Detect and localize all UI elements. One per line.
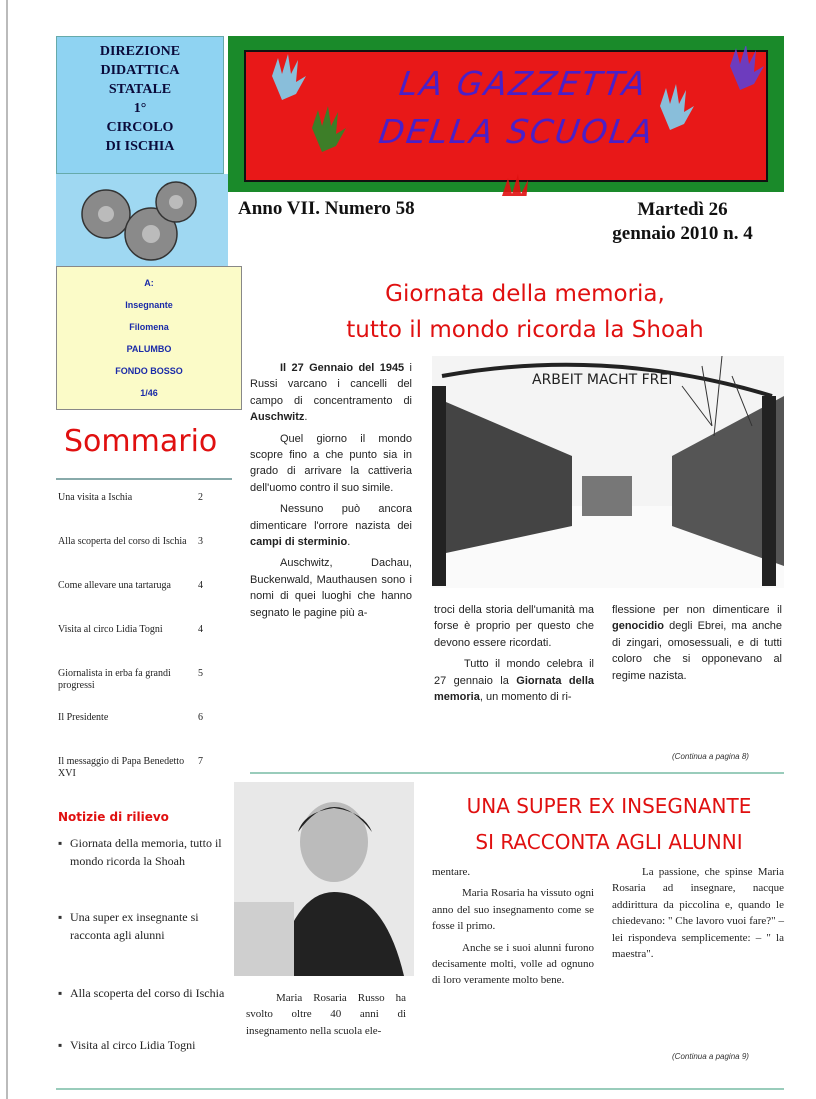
article-column (612, 864, 784, 967)
address-line: 1/46 (140, 388, 158, 398)
list-item: ▪ Alla scoperta del corso di Ischia (58, 984, 226, 1002)
bold-text: genocidio (612, 620, 664, 633)
auschwitz-gate-photo (432, 356, 784, 588)
teacher-portrait-photo (234, 782, 414, 976)
continued-link[interactable]: (Continua a pagina 9) (672, 1052, 749, 1061)
article-column (250, 360, 412, 626)
toc-title: Alla scoperta del corso di Ischia (58, 536, 187, 547)
issue-number: Anno VII. Numero 58 (238, 198, 415, 219)
toc-page: 7 (198, 756, 203, 767)
paragraph: Auschwitz, Dachau, Buckenwald, Mauthausen sono i nomi di quei luoghi che hanno segnato le pagine più a- (250, 557, 412, 619)
issue-date: Martedì 26 gennaio 2010 n. 4 (612, 199, 753, 244)
bold-text: Il 27 Gennaio del 1945 (280, 362, 405, 374)
gate-sign: ARBEIT MACHT FREI (532, 372, 673, 388)
title-line-2: DELLA SCUOLA (376, 112, 658, 151)
bold-text: Giornata della memoria (434, 674, 594, 704)
divider (56, 478, 232, 480)
paragraph: Maria Rosaria Russo ha svolto oltre 40 anni di insegnamento nella scuola ele- (246, 992, 406, 1037)
article-column (246, 990, 406, 1044)
text: . (347, 536, 351, 549)
toc-page: 3 (198, 536, 203, 547)
toc-title: Giornalista in erba fa grandi progressi (58, 668, 171, 691)
divider (250, 772, 784, 774)
address-lines (56, 272, 242, 404)
text: Nessuno può ancora dimenticare l'orrore nazista dei (250, 503, 412, 532)
toc-title: Una visita a Ischia (58, 492, 133, 503)
address-line: PALUMBO (126, 344, 172, 354)
article-headline: UNA SUPER EX INSEGNANTE SI RACCONTA AGLI ALUNNI (466, 794, 752, 854)
article-column (434, 602, 594, 710)
address-line: Filomena (129, 322, 169, 332)
notizie-title: Notizie di rilievo (58, 810, 169, 824)
list-item: ▪ Visita al circo Lidia Togni (58, 1036, 226, 1054)
divider (56, 1088, 784, 1090)
toc-page: 5 (198, 668, 203, 679)
page-edge (0, 0, 8, 1099)
article-headline: Giornata della memoria, tutto il mondo ricorda la Shoah (346, 281, 704, 343)
text: degli Ebrei, ma anche di zingari, omosessuali, e di tutti coloro che si opponevano al regime nazista. (612, 620, 782, 682)
sommario-title: Sommario (64, 424, 218, 459)
address-line: A: (144, 278, 154, 288)
paragraph: mentare. (432, 866, 471, 878)
address-line: FONDO BOSSO (115, 366, 183, 376)
toc-page: 4 (198, 624, 203, 635)
paragraph: troci della storia dell'umanità ma forse è proprio per questo che devono essere ricordati. (434, 604, 594, 649)
school-name: DIREZIONE DIDATTICA STATALE 1° CIRCOLO DI ISCHIA (99, 44, 181, 154)
list-item: ▪ Una super ex insegnante si racconta agli alunni (58, 908, 226, 944)
paragraph: Anche se i suoi alunni furono decisamente molti, volle ad ognuno di loro veramente molto bene. (432, 941, 594, 987)
toc-title: Il Presidente (58, 712, 109, 723)
address-line: Insegnante (125, 300, 173, 310)
paragraph: Quel giorno il mondo scopre fino a che punto sia in grado di arrivare la cattiveria dell'uomo contro il suo simile. (250, 432, 412, 494)
text: , un momento di ri- (479, 691, 572, 704)
gears-logo (56, 174, 228, 266)
text: . (304, 411, 308, 424)
newspaper-title (313, 60, 726, 156)
text: Tutto il mondo celebra il 27 gennaio la (434, 658, 594, 687)
toc-title: Il messaggio di Papa Benedetto XVI (58, 756, 185, 779)
article-column (432, 864, 594, 994)
list-item: ▪ Giornata della memoria, tutto il mondo ricorda la Shoah (58, 834, 226, 870)
article-column (612, 602, 782, 689)
paragraph: Maria Rosaria ha vissuto ogni anno del suo insegnamento come se fosse il primo. (432, 887, 594, 933)
paragraph: La passione, che spinse Maria Rosaria ad insegnare, nacque addirittura da piccolina e, quando le chiedevano: " Che lavoro vuoi fare?" – lei rispondeva semplicemente: – " la maestra". (612, 866, 784, 961)
bold-text: Auschwitz (250, 411, 305, 424)
continued-link[interactable]: (Continua a pagina 8) (672, 752, 749, 761)
text: i Russi varcano i cancelli del campo di concentramento di (250, 362, 412, 407)
title-line-1: LA GAZZETTA (396, 64, 650, 103)
toc-title: Visita al circo Lidia Togni (58, 624, 163, 635)
text: flessione per non dimenticare il (612, 604, 782, 616)
toc-page: 6 (198, 712, 203, 723)
toc-title: Come allevare una tartaruga (58, 580, 171, 591)
toc-page: 4 (198, 580, 203, 591)
bold-text: campi di sterminio (250, 536, 348, 549)
toc-page: 2 (198, 492, 203, 503)
